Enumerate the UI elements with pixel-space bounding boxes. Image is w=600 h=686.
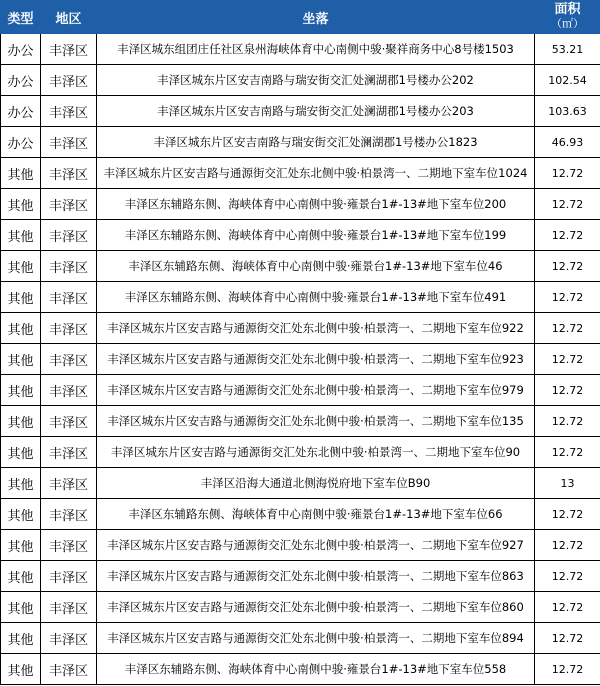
cell-district: 丰泽区: [41, 406, 97, 437]
table-row: [1, 158, 600, 189]
table-row: [1, 65, 600, 96]
header-area-unit: （㎡）: [551, 17, 584, 30]
cell-area: 12.72: [535, 282, 600, 313]
cell-district: 丰泽区: [41, 530, 97, 561]
cell-district: 丰泽区: [41, 34, 97, 65]
cell-area: 12.72: [535, 406, 600, 437]
cell-type: 其他: [1, 592, 41, 623]
cell-type: 其他: [1, 499, 41, 530]
header-type: 类型: [1, 1, 41, 34]
cell-area: 12.72: [535, 654, 600, 685]
header-area-label: 面积: [554, 2, 581, 17]
cell-type: 其他: [1, 220, 41, 251]
cell-location: 丰泽区城东片区安吉南路与瑞安街交汇处澜湖郡1号楼办公1823: [97, 127, 535, 158]
cell-district: 丰泽区: [41, 623, 97, 654]
cell-district: 丰泽区: [41, 654, 97, 685]
cell-area: 12.72: [535, 499, 600, 530]
cell-area: 46.93: [535, 127, 600, 158]
cell-type: 其他: [1, 158, 41, 189]
cell-location: 丰泽区城东片区安吉路与通源街交汇处东北侧中骏·柏景湾一、二期地下室车位860: [97, 592, 535, 623]
cell-type: 其他: [1, 468, 41, 499]
cell-location: 丰泽区城东片区安吉路与通源街交汇处东北侧中骏·柏景湾一、二期地下室车位863: [97, 561, 535, 592]
table-row: [1, 34, 600, 65]
cell-location: 丰泽区城东片区安吉路与通源街交汇处东北侧中骏·柏景湾一、二期地下室车位135: [97, 406, 535, 437]
cell-district: 丰泽区: [41, 344, 97, 375]
cell-area: 12.72: [535, 189, 600, 220]
cell-area: 13: [535, 468, 600, 499]
table-row: [1, 251, 600, 282]
cell-type: 其他: [1, 623, 41, 654]
cell-area: 12.72: [535, 437, 600, 468]
cell-district: 丰泽区: [41, 375, 97, 406]
cell-type: 其他: [1, 344, 41, 375]
cell-district: 丰泽区: [41, 282, 97, 313]
header-area: [535, 1, 600, 34]
cell-district: 丰泽区: [41, 251, 97, 282]
cell-area: 12.72: [535, 623, 600, 654]
table-row: [1, 282, 600, 313]
cell-location: 丰泽区城东片区安吉路与通源街交汇处东北侧中骏·柏景湾一、二期地下室车位922: [97, 313, 535, 344]
cell-district: 丰泽区: [41, 561, 97, 592]
cell-location: 丰泽区沿海大通道北侧海悦府地下室车位B90: [97, 468, 535, 499]
cell-type: 其他: [1, 654, 41, 685]
table-row: [1, 499, 600, 530]
table-row: [1, 530, 600, 561]
header-row: [1, 1, 600, 34]
cell-area: 102.54: [535, 65, 600, 96]
cell-type: 办公: [1, 96, 41, 127]
table-row: [1, 344, 600, 375]
cell-area: 12.72: [535, 251, 600, 282]
cell-type: 其他: [1, 282, 41, 313]
cell-area: 12.72: [535, 313, 600, 344]
header-district: 地区: [41, 1, 97, 34]
cell-location: 丰泽区东辅路东侧、海峡体育中心南侧中骏·雍景台1#-13#地下室车位491: [97, 282, 535, 313]
cell-type: 其他: [1, 375, 41, 406]
cell-location: 丰泽区城东片区安吉路与通源街交汇处东北侧中骏·柏景湾一、二期地下室车位894: [97, 623, 535, 654]
cell-location: 丰泽区城东片区安吉南路与瑞安街交汇处澜湖郡1号楼办公202: [97, 65, 535, 96]
cell-location: 丰泽区城东片区安吉路与通源街交汇处东北侧中骏·柏景湾一、二期地下室车位927: [97, 530, 535, 561]
cell-district: 丰泽区: [41, 313, 97, 344]
cell-location: 丰泽区东辅路东侧、海峡体育中心南侧中骏·雍景台1#-13#地下室车位46: [97, 251, 535, 282]
cell-district: 丰泽区: [41, 499, 97, 530]
cell-type: 办公: [1, 34, 41, 65]
cell-location: 丰泽区城东片区安吉路与通源街交汇处东北侧中骏·柏景湾一、二期地下室车位979: [97, 375, 535, 406]
cell-district: 丰泽区: [41, 468, 97, 499]
table-row: [1, 96, 600, 127]
table-row: [1, 437, 600, 468]
cell-district: 丰泽区: [41, 158, 97, 189]
cell-location: 丰泽区东辅路东侧、海峡体育中心南侧中骏·雍景台1#-13#地下室车位200: [97, 189, 535, 220]
cell-type: 办公: [1, 127, 41, 158]
cell-type: 其他: [1, 313, 41, 344]
cell-area: 12.72: [535, 592, 600, 623]
cell-location: 丰泽区东辅路东侧、海峡体育中心南侧中骏·雍景台1#-13#地下室车位558: [97, 654, 535, 685]
cell-district: 丰泽区: [41, 437, 97, 468]
cell-type: 其他: [1, 530, 41, 561]
cell-location: 丰泽区东辅路东侧、海峡体育中心南侧中骏·雍景台1#-13#地下室车位199: [97, 220, 535, 251]
cell-area: 12.72: [535, 158, 600, 189]
cell-type: 其他: [1, 561, 41, 592]
cell-district: 丰泽区: [41, 65, 97, 96]
cell-type: 其他: [1, 251, 41, 282]
header-location: 坐落: [97, 1, 535, 34]
cell-type: 其他: [1, 189, 41, 220]
cell-location: 丰泽区城东片区安吉路与通源街交汇处东北侧中骏·柏景湾一、二期地下室车位90: [97, 437, 535, 468]
cell-location: 丰泽区城东片区安吉路与通源街交汇处东北侧中骏·柏景湾一、二期地下室车位923: [97, 344, 535, 375]
cell-area: 12.72: [535, 561, 600, 592]
cell-area: 103.63: [535, 96, 600, 127]
table-row: [1, 468, 600, 499]
cell-district: 丰泽区: [41, 96, 97, 127]
table-row: [1, 561, 600, 592]
cell-location: 丰泽区城东组团庄任社区泉州海峡体育中心南侧中骏·聚祥商务中心8号楼1503: [97, 34, 535, 65]
cell-district: 丰泽区: [41, 220, 97, 251]
table-row: [1, 189, 600, 220]
cell-location: 丰泽区城东片区安吉南路与瑞安街交汇处澜湖郡1号楼办公203: [97, 96, 535, 127]
cell-area: 12.72: [535, 530, 600, 561]
table-row: [1, 592, 600, 623]
cell-district: 丰泽区: [41, 127, 97, 158]
table-row: [1, 127, 600, 158]
cell-area: 53.21: [535, 34, 600, 65]
cell-area: 12.72: [535, 220, 600, 251]
table-row: [1, 313, 600, 344]
cell-location: 丰泽区城东片区安吉路与通源街交汇处东北侧中骏·柏景湾一、二期地下室车位1024: [97, 158, 535, 189]
cell-type: 其他: [1, 406, 41, 437]
table-row: [1, 654, 600, 685]
cell-type: 办公: [1, 65, 41, 96]
table-row: [1, 220, 600, 251]
cell-district: 丰泽区: [41, 592, 97, 623]
cell-district: 丰泽区: [41, 189, 97, 220]
table-row: [1, 406, 600, 437]
cell-area: 12.72: [535, 344, 600, 375]
cell-location: 丰泽区东辅路东侧、海峡体育中心南侧中骏·雍景台1#-13#地下室车位66: [97, 499, 535, 530]
cell-type: 其他: [1, 437, 41, 468]
table-row: [1, 375, 600, 406]
table-row: [1, 623, 600, 654]
cell-area: 12.72: [535, 375, 600, 406]
